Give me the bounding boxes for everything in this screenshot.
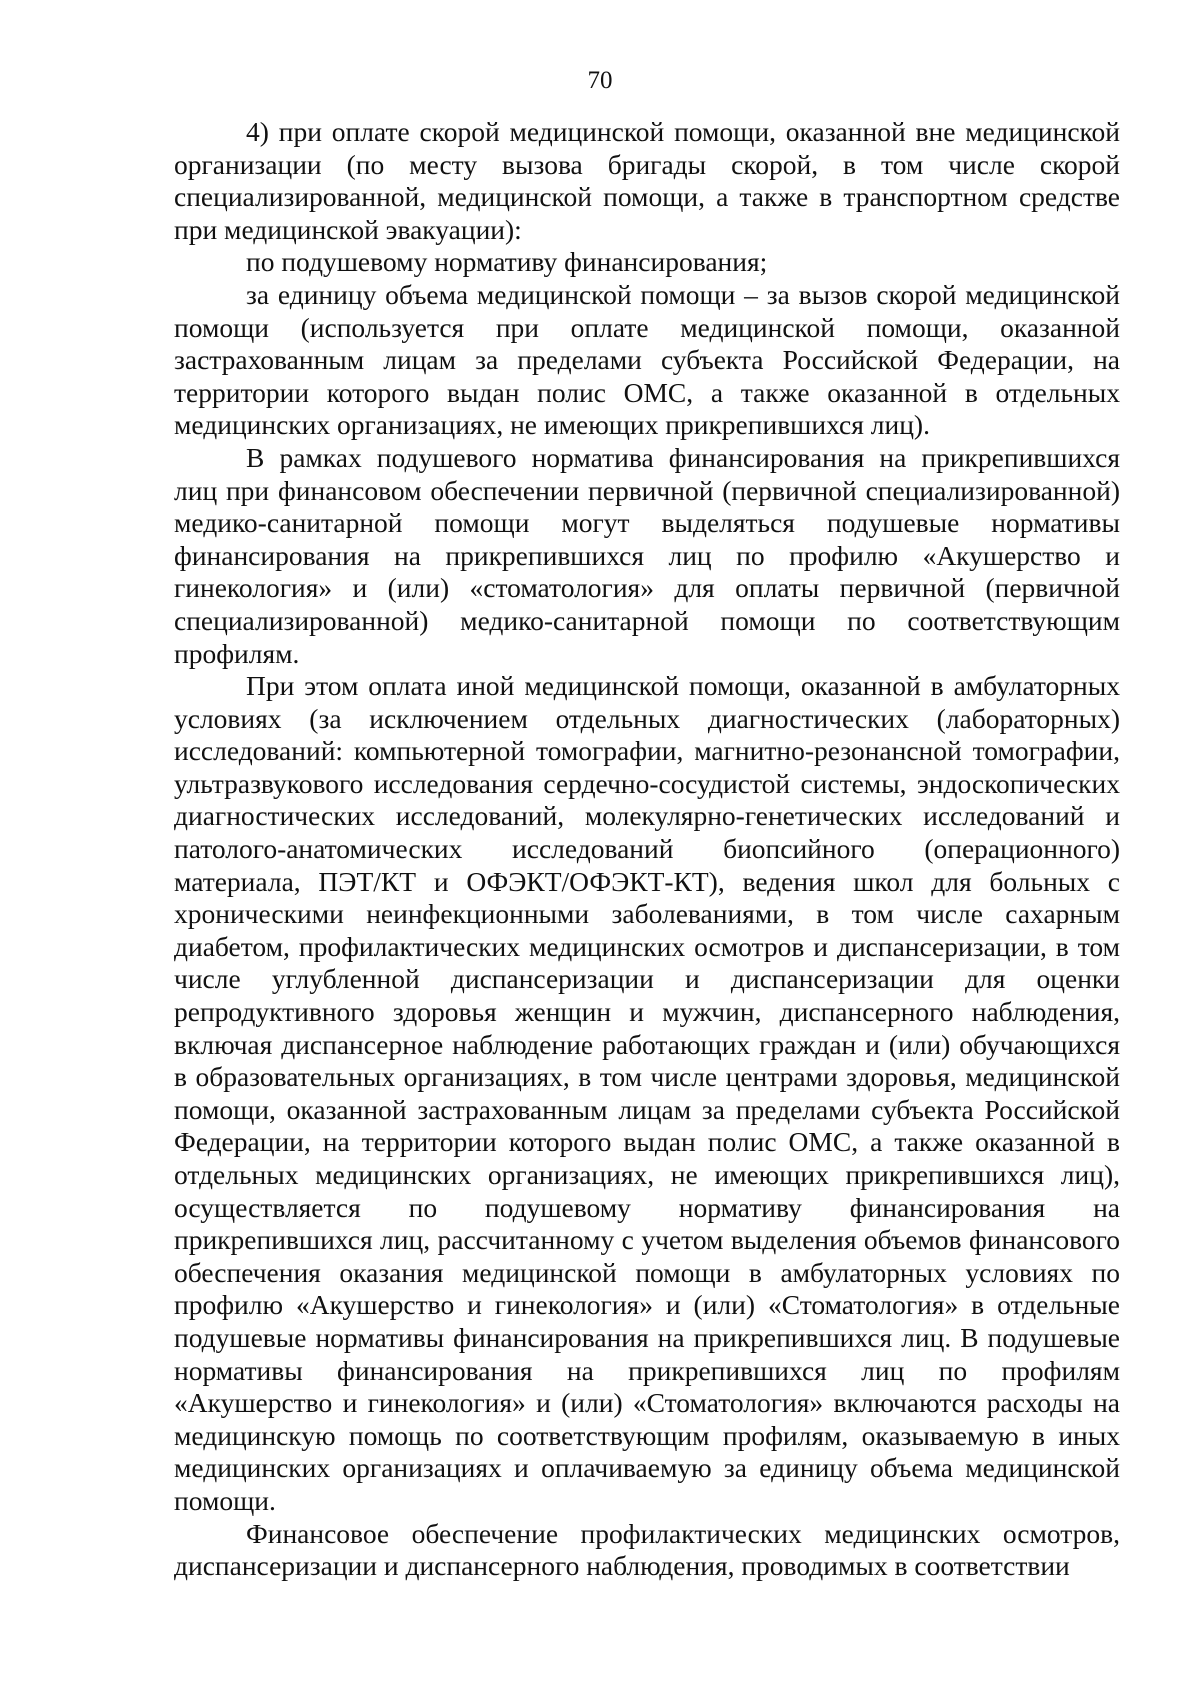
paragraph-outpatient-payment: При этом оплата иной медицинской помощи, оказанной в амбулаторных условиях (за исключением отдельных диагностических (лабораторных) исследований: компьютерной томографии, магнитно-резонансной томографии, ультразвукового исследования сердечно-сосудистой системы, эндоскопических диагностических исследований, молекулярно-генетических исследований и патолого-анатомических исследований биопсийного (операционного) материала, ПЭТ/КТ и ОФЭКТ/ОФЭКТ-КТ), ведения школ для больных с хроническими неинфекционными заболеваниями, в том числе сахарным диабетом, профилактических медицинских осмотров и диспансеризации, в том числе углубленной диспансеризации и диспансеризации для оценки репродуктивного здоровья женщин и мужчин, диспансерного наблюдения, включая диспансерное наблюдение работающих граждан и (или) обучающихся в образовательных организациях, в том числе центрами здоровья, медицинской помощи, оказанной застрахованным лицам за пределами субъекта Российской Федерации, на территории которого выдан полис ОМС, а также оказанной в отдельных медицинских организациях, не имеющих прикрепившихся лиц), осуществляется по подушевому нормативу финансирования на прикрепившихся лиц, рассчитанному с учетом выделения объемов финансового обеспечения оказания медицинской помощи в амбулаторных условиях по профилю «Акушерство и гинекология» и (или) «Стоматология» в отдельные подушевые нормативы финансирования на прикрепившихся лиц. В подушевые нормативы финансирования на прикрепившихся лиц по профилям «Акушерство и гинекология» и (или) «Стоматология» включаются расходы на медицинскую помощь по соответствующим профилям, оказываемую в иных медицинских организациях и оплачиваемую за единицу объема медицинской помощи. bbox=[174, 670, 1120, 1516]
paragraph-ambulance-payment: 4) при оплате скорой медицинской помощи, оказанной вне медицинской организации (по месту вызова бригады скорой, в том числе скорой специализированной, медицинской помощи, а также в транспортном средстве при медицинской эвакуации): bbox=[174, 116, 1120, 245]
paragraph-preventive-financing: Финансовое обеспечение профилактических медицинских осмотров, диспансеризации и диспансерного наблюдения, проводимых в соответствии bbox=[174, 1517, 1120, 1582]
paragraph-per-call-payment: за единицу объема медицинской помощи – за вызов скорой медицинской помощи (используется при оплате медицинской помощи, оказанной застрахованным лицам за пределами субъекта Российской Федерации, на территории которого выдан полис ОМС, а также оказанной в отдельных медицинских организациях, не имеющих прикрепившихся лиц). bbox=[174, 278, 1120, 441]
document-body bbox=[174, 116, 1120, 1583]
page-number: 70 bbox=[587, 67, 613, 94]
paragraph-per-capita-profiles: В рамках подушевого норматива финансирования на прикрепившихся лиц при финансовом обеспечении первичной (первичной специализированной) медико-санитарной помощи могут выделяться подушевые нормативы финансирования на прикрепившихся лиц по профилю «Акушерство и гинекология» и (или) «стоматология» для оплаты первичной (первичной специализированной) медико-санитарной помощи по соответствующим профилям. bbox=[174, 441, 1120, 669]
paragraph-per-capita-standard: по подушевому нормативу финансирования; bbox=[246, 246, 768, 278]
